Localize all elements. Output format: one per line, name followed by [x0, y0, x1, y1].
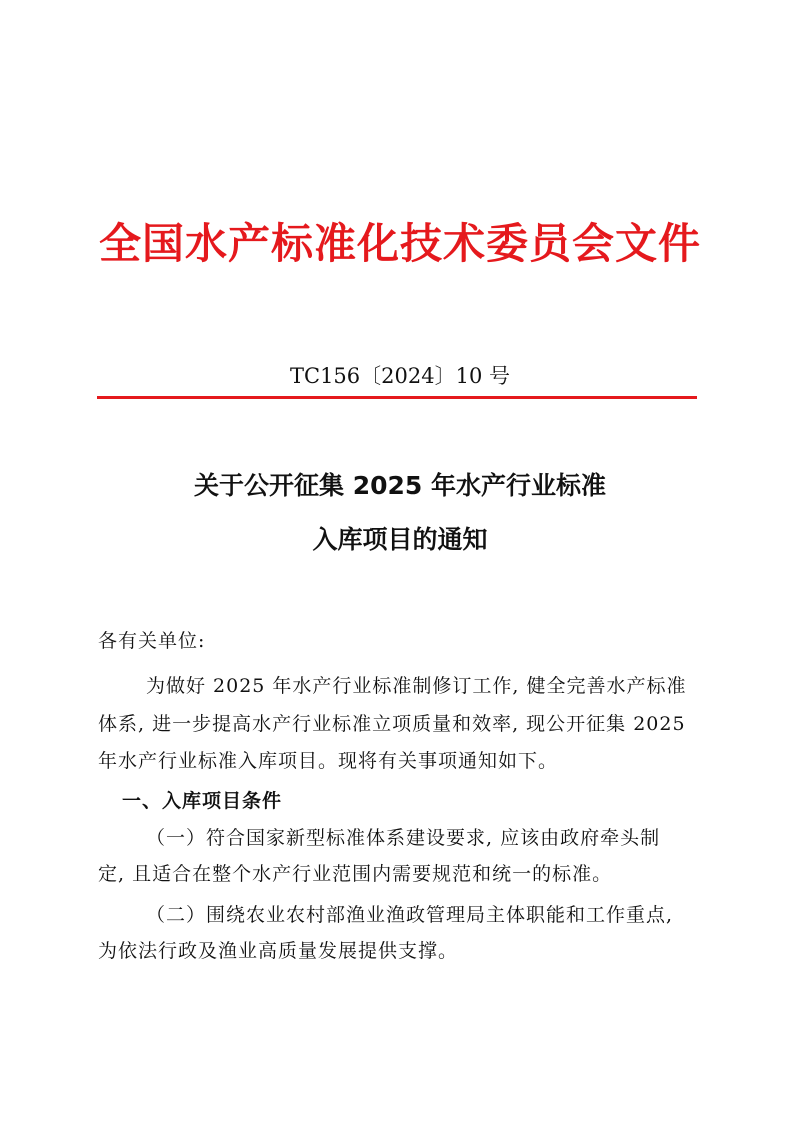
masthead-title: 全国水产标准化技术委员会文件 [98, 219, 701, 268]
item-1-line-2: 定, 且适合在整个水产行业范围内需要规范和统一的标准。 [98, 863, 613, 885]
document-number: TC156〔2024〕10 号 [290, 364, 510, 388]
red-divider-line [97, 396, 697, 399]
paragraph-1-line-3: 年水产行业标准入库项目。现将有关事项通知如下。 [98, 750, 559, 772]
salutation: 各有关单位: [98, 630, 206, 652]
paragraph-1-line-1: 为做好 2025 年水产行业标准制修订工作, 健全完善水产标准 [146, 675, 687, 697]
notice-title-line-1: 关于公开征集 2025 年水产行业标准 [194, 471, 606, 500]
notice-title-line-2: 入库项目的通知 [312, 525, 488, 554]
section-1-heading: 一、入库项目条件 [122, 790, 283, 812]
item-1-line-1: （一）符合国家新型标准体系建设要求, 应该由政府牵头制 [146, 827, 661, 849]
item-2-line-1: （二）围绕农业农村部渔业渔政管理局主体职能和工作重点, [146, 904, 674, 926]
paragraph-1-line-2: 体系, 进一步提高水产行业标准立项质量和效率, 现公开征集 2025 [98, 713, 686, 735]
item-2-line-2: 为依法行政及渔业高质量发展提供支撑。 [98, 940, 459, 962]
